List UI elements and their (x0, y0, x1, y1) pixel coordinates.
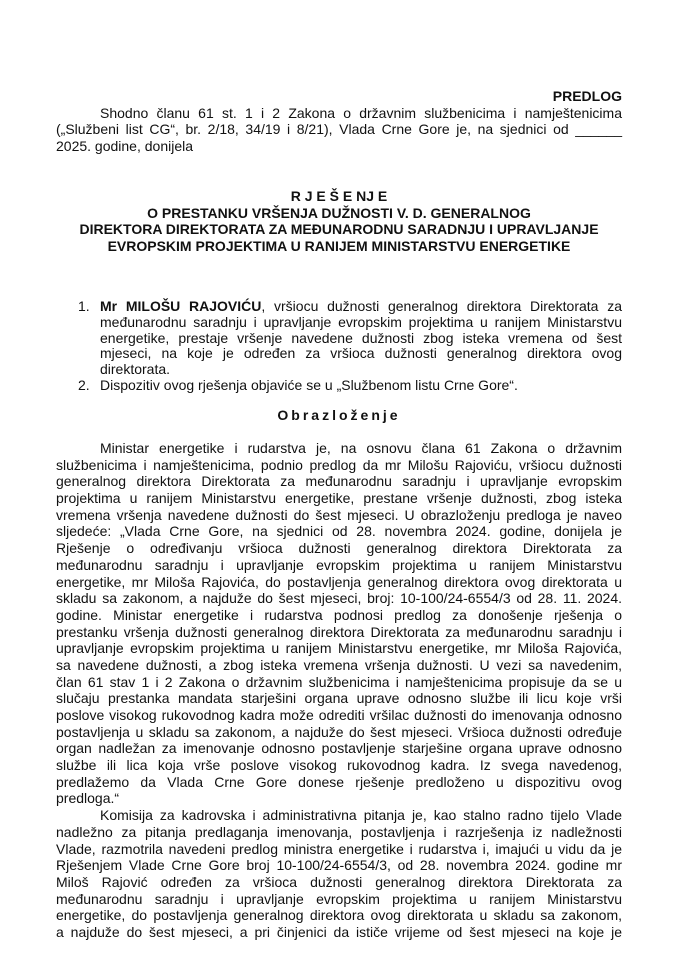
reasoning-body (56, 440, 622, 941)
body-line: nadležno za pitanja predlaganja imenovanja, postavljenja i razrješenja iz nadležnosti (56, 823, 622, 840)
body-line: Vlade, razmotrila navedeni predlog ministra energetike i rudarstva i, imajući u vidu da je (56, 840, 622, 857)
body-line: Rješenjem Vlade Crne Gore broj 10-100/24-6554/3, od 28. novembra 2024. godine mr (56, 857, 622, 874)
list-item-line: energetike, prestaje vršenje navedene dužnosti zbog isteka vremena od šest (100, 329, 622, 346)
body-line: Rješenje o određivanju vršioca dužnosti generalnog direktora Direktorata za (56, 540, 622, 557)
list-item-line: Dispozitiv ovog rješenja objaviće se u „Službenom listu Crne Gore“. (100, 376, 518, 393)
body-line: službe ili lica koja vrše poslove visokog rukovodnog kadra. Iz svega navedenog, (56, 757, 622, 774)
title-line: O PRESTANKU VRŠENJA DUŽNOSTI V. D. GENERALNOG (147, 204, 531, 221)
dispositive-list (78, 299, 622, 394)
body-line: međunarodnu saradnju i upravljanje evropskim projektima u ranijem Ministarstvu (56, 556, 622, 573)
body-line: međunarodnu saradnju i upravljanje evropskim projektima u ranijem Ministarstvu (56, 890, 622, 907)
intro-line: 2025. godine, donijela (56, 137, 194, 154)
body-line: energetike, do postavljenja generalnog direktora ovog direktorata u skladu sa zakonom, (56, 907, 622, 924)
body-line: slučaju prestanka mandata starješini organa uprave odnosno službe ili licu koje vrši (56, 690, 622, 707)
body-line: skladu sa zakonom, a najduže do šest mjeseci, broj: 10-100/24-6554/3 od 28. 11. 2024. (56, 590, 622, 607)
list-item (78, 299, 622, 378)
body-line: postavljenja u skladu sa zakonom, a najduže do šest mjeseci. Vršioca dužnosti određuje (56, 723, 622, 740)
body-line: godine. Ministar energetike i rudarstva podnosi predlog za donošenje rješenja o (56, 606, 622, 623)
list-number: 2. (78, 376, 90, 393)
body-line: upravljanje evropskim projektima u ranijem Ministarstvu energetike, mr Miloša Rajovića, (56, 640, 622, 657)
list-item (78, 378, 622, 394)
intro-line: („Službeni list CG“, br. 2/18, 34/19 i 8/21), Vlada Crne Gore je, na sjednici od ______ (56, 121, 622, 138)
document-title (56, 188, 622, 254)
title-line: R J E Š E NJ E (290, 188, 388, 204)
intro-line: Shodno članu 61 st. 1 i 2 Zakona o državnim službenicima i namještenicima (100, 104, 622, 121)
body-line: predlažemo da Vlada Crne Gore donese rješenje predloženo u dispozitivu ovog (56, 773, 622, 790)
body-line: projektima u ranijem Ministarstvu energetike, prestane vršenje dužnosti, zbog isteka (56, 490, 622, 507)
body-line: a najduže do šest mjeseci, a pri činjenici da ističe vrijeme od šest mjeseci na koje je (56, 923, 622, 940)
body-line: generalnog direktora Direktorata za međunarodnu saradnju i upravljanje evropskim (56, 473, 622, 490)
body-line: vremena vršenja navedene dužnosti do šest mjeseci. U obrazloženju predloga je naveo (56, 506, 622, 523)
proposal-label: PREDLOG (552, 88, 622, 104)
list-item-line: međunarodnu saradnju i upravljanje evropskim projektima u ranijem Ministarstvu (100, 313, 622, 330)
list-item-line: direktorata. (100, 361, 171, 378)
person-name: Mr MILOŠU RAJOVIĆU (100, 298, 262, 314)
body-line: sa navedene dužnosti, a zbog isteka vremena vršenja dužnosti. U vezi sa navedenim, (56, 656, 622, 673)
list-item-text: , vršiocu dužnosti generalnog direktora Direktorata za (261, 298, 622, 314)
reasoning-heading: Obrazloženje (277, 407, 401, 423)
body-line: poslove visokog rukovodnog kadra može odrediti vršilac dužnosti do imenovanja odnosno (56, 707, 622, 723)
list-item-line: mjeseci, na koje je određen za vršioca dužnosti generalnog direktora ovog (100, 345, 622, 362)
body-line: prestanku vršenja dužnosti generalnog direktora Direktorata za međunarodnu saradnju i (56, 623, 622, 640)
body-line: predloga.“ (56, 790, 120, 807)
list-number: 1. (78, 298, 90, 314)
body-line: službenicima i namještenicima, podnio predlog da mr Milošu Rajoviću, vršiocu dužnosti (56, 456, 622, 473)
body-line: energetike, mr Miloša Rajovića, do postavljenja generalnog direktora ovog direktorata u (56, 573, 622, 590)
body-line: organ nadležan za imenovanje odnosno postavljenje starješine organa uprave odnosno (56, 740, 622, 757)
body-line: član 61 stav 1 i 2 Zakona o državnim službenicima i namještenicima propisuje da se u (56, 673, 622, 690)
intro-paragraph (56, 105, 622, 155)
body-line: Ministar energetike i rudarstva je, na osnovu člana 61 Zakona o državnim (100, 440, 622, 456)
title-line: DIREKTORA DIREKTORATA ZA MEĐUNARODNU SARADNJU I UPRAVLJANJE (79, 221, 599, 238)
body-line: Komisija za kadrovska i administrativna pitanja je, kao stalno radno tijelo Vlade (100, 807, 622, 824)
body-line: Miloš Rajović određen za vršioca dužnosti generalnog direktora Direktorata za (56, 873, 622, 890)
list-item-line (100, 299, 622, 315)
body-line: sljedeće: „Vlada Crne Gore, na sjednici od 28. novembra 2024. godine, donijela je (56, 523, 622, 540)
title-line: EVROPSKIM PROJEKTIMA U RANIJEM MINISTARSTVU ENERGETIKE (107, 237, 571, 254)
